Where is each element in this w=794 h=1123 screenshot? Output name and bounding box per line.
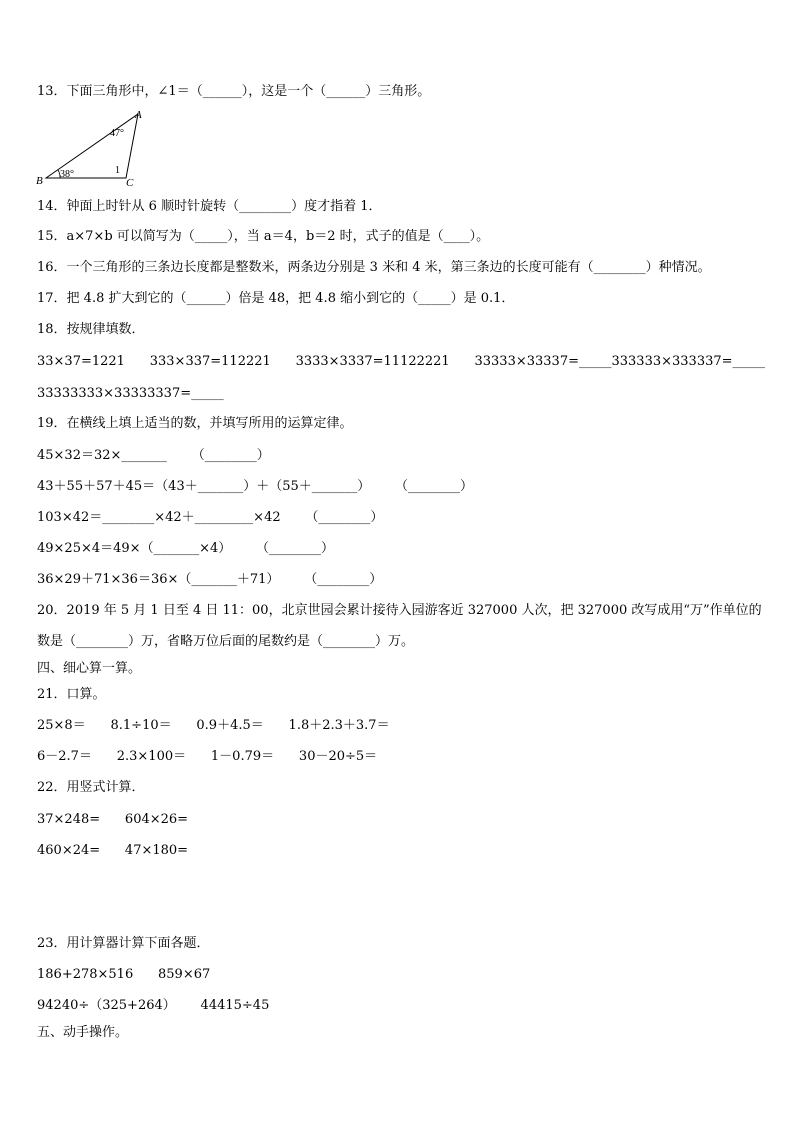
angle-1-label: 1 bbox=[115, 165, 120, 176]
question-21: 21．口算。 bbox=[37, 687, 106, 702]
question-17: 17．把 4.8 扩大到它的（______）倍是 48，把 4.8 缩小到它的（_____）是 0.1． bbox=[37, 291, 515, 306]
question-19-b: 43＋55＋57＋45＝（43＋_______）＋（55＋_______） （________） bbox=[37, 479, 474, 494]
question-22: 22．用竖式计算． bbox=[37, 780, 145, 795]
question-13: 13．下面三角形中，∠1＝（______），这是一个（______）三角形。 bbox=[37, 84, 431, 99]
question-19-c: 103×42＝________×42＋_________×42 （________） bbox=[37, 510, 384, 525]
question-15: 15．a×7×b 可以简写为（_____），当 a＝4，b＝2 时，式子的值是（____）。 bbox=[37, 229, 490, 244]
question-14: 14．钟面上时针从 6 顺时针旋转（________）度才指着 1． bbox=[37, 199, 382, 214]
question-23-row-1: 186+278×516 859×67 bbox=[37, 967, 211, 982]
question-19-a: 45×32＝32×_______ （________） bbox=[37, 448, 270, 463]
question-20-line-2: 数是（________）万，省略万位后面的尾数约是（________）万。 bbox=[37, 634, 415, 649]
question-19: 19．在横线上填上适当的数，并填写所用的运算定律。 bbox=[37, 416, 353, 431]
question-20-line-1: 20．2019 年 5 月 1 日至 4 日 11：00，北京世园会累计接待入园游客近 327000 人次，把 327000 改写成用“万”作单位的 bbox=[37, 603, 762, 618]
question-19-d: 49×25×4＝49×（_______×4） （________） bbox=[37, 541, 335, 556]
question-23: 23．用计算器计算下面各题． bbox=[37, 936, 210, 951]
angle-a-label: 47° bbox=[110, 128, 124, 139]
question-22-row-2: 460×24= 47×180= bbox=[37, 843, 189, 858]
triangle-figure bbox=[34, 106, 144, 186]
question-23-row-2: 94240÷（325+264） 44415÷45 bbox=[37, 998, 270, 1013]
question-16: 16．一个三角形的三条边长度都是整数米，两条边分别是 3 米和 4 米，第三条边的长度可能有（________）种情况。 bbox=[37, 260, 711, 275]
question-19-e: 36×29＋71×36＝36×（_______＋71） （________） bbox=[37, 572, 383, 587]
vertex-a-label: A bbox=[135, 109, 142, 121]
question-18-row-2: 33333333×33333337=_____ bbox=[37, 386, 224, 401]
angle-b-label: 38° bbox=[60, 169, 74, 180]
question-18: 18．按规律填数． bbox=[37, 322, 145, 337]
question-22-row-1: 37×248= 604×26= bbox=[37, 812, 189, 827]
vertex-c-label: C bbox=[126, 177, 134, 186]
question-21-row-1: 25×8＝ 8.1÷10＝ 0.9＋4.5＝ 1.8＋2.3＋3.7＝ bbox=[37, 718, 390, 733]
vertex-b-label: B bbox=[36, 175, 43, 186]
triangle-diagram bbox=[34, 106, 144, 186]
section-5-heading: 五、动手操作。 bbox=[37, 1025, 129, 1040]
question-18-row-1: 33×37=1221 333×337=112221 3333×3337=11122221 33333×33337=_____333333×333337=_____ bbox=[37, 354, 766, 369]
question-21-row-2: 6－2.7＝ 2.3×100＝ 1－0.79＝ 30－20÷5＝ bbox=[37, 749, 378, 764]
section-4-heading: 四、细心算一算。 bbox=[37, 661, 142, 676]
